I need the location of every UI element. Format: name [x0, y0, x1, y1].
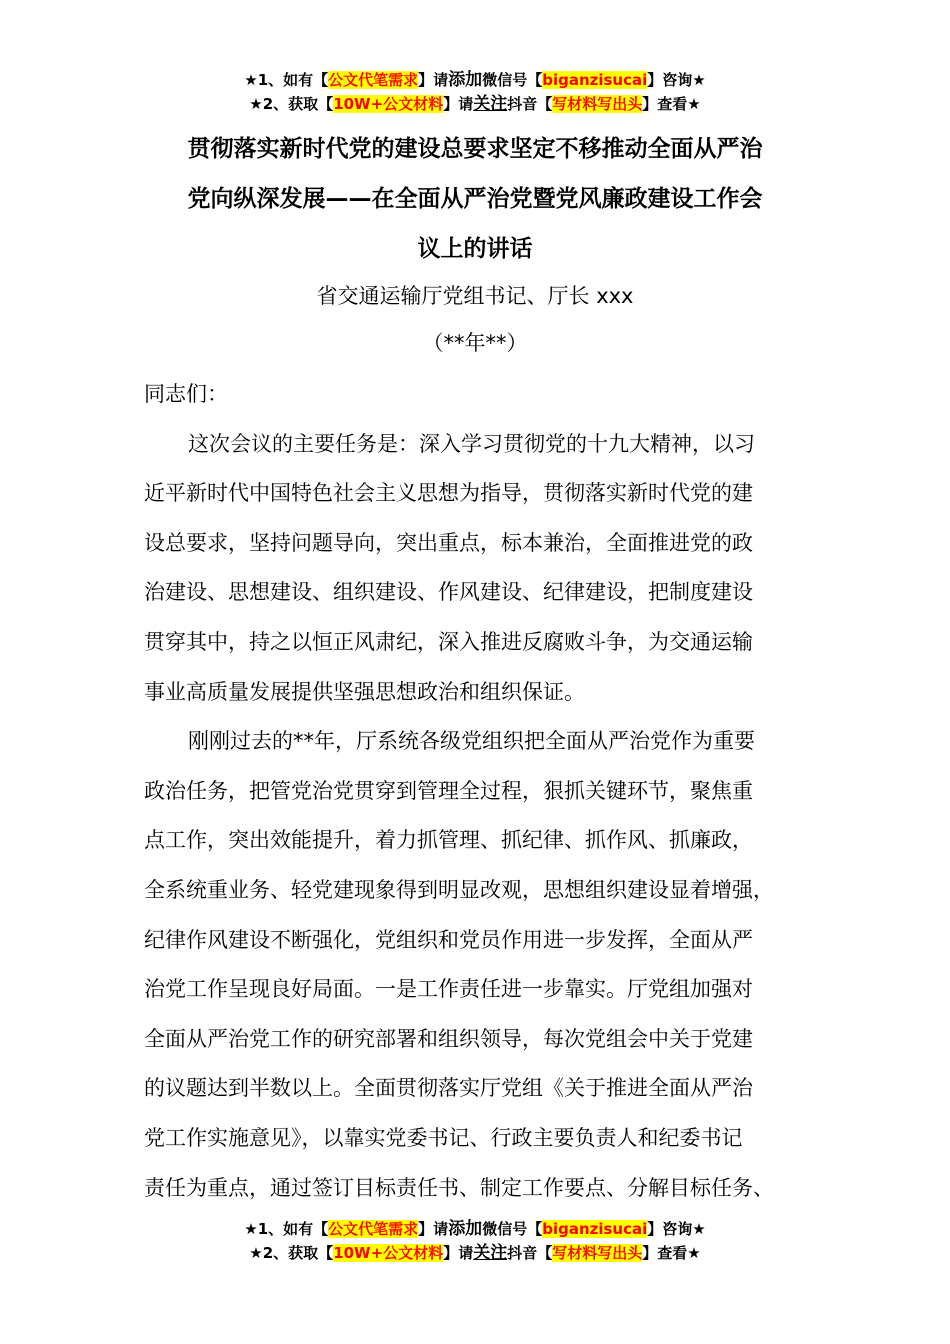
promo-highlight: 10W+公文材料	[333, 95, 444, 113]
body-line: 纪律作风建设不断强化，党组织和党员作用进一步发挥，全面从严	[144, 927, 753, 952]
body-line: 事业高质量发展提供坚强思想政治和组织保证。	[144, 679, 585, 704]
body-line: 治党工作呈现良好局面。一是工作责任进一步靠实。厅党组加强对	[144, 977, 753, 1002]
paragraph-2	[144, 717, 824, 1213]
promo-text: 微信号【	[482, 71, 543, 89]
promo-text: 】请	[418, 1220, 449, 1238]
promo-text: 抖音【	[507, 95, 553, 113]
body-line: 党工作实施意见》，以靠实党委书记、行政主要负责人和纪委书记	[144, 1125, 743, 1150]
promo-text: 抖音【	[507, 1244, 553, 1262]
promo-emphasis: 添加	[448, 70, 483, 90]
promo-wechat-id: biganzisucai	[542, 71, 648, 89]
promo-text: ★2、获取【	[249, 1244, 334, 1262]
promo-emphasis: 添加	[448, 1219, 483, 1239]
promo-highlight: 公文代笔需求	[328, 71, 419, 89]
body-line: 点工作，突出效能提升，着力抓管理、抓纪律、抓作风、抓廉政，	[144, 828, 753, 853]
document-title	[120, 124, 830, 274]
promo-text: 】查看★	[642, 95, 701, 113]
body-line: 治建设、思想建设、组织建设、作风建设、纪律建设，把制度建设	[144, 580, 753, 605]
promo-text: ★2、获取【	[249, 95, 334, 113]
promo-text: ★1、如有【	[244, 71, 329, 89]
promo-text: 微信号【	[482, 1220, 543, 1238]
body-line: 近平新时代中国特色社会主义思想为指导，贯彻落实新时代党的建	[144, 481, 753, 506]
body-line: 责任为重点，通过签订目标责任书、制定工作要点、分解目标任务、	[144, 1175, 774, 1200]
promo-emphasis: 关注	[473, 1243, 508, 1263]
body-line: 这次会议的主要任务是：深入学习贯彻党的十九大精神，以习	[188, 431, 755, 456]
promo-line-2	[0, 1241, 950, 1265]
promo-highlight: 10W+公文材料	[333, 1244, 444, 1262]
title-line: 贯彻落实新时代党的建设总要求坚定不移推动全面从严治	[187, 136, 763, 162]
paragraph-1	[144, 420, 824, 718]
promo-banner-top	[0, 68, 950, 116]
promo-highlight: 公文代笔需求	[328, 1220, 419, 1238]
salutation: 同志们：	[144, 382, 228, 406]
promo-text: 】查看★	[642, 1244, 701, 1262]
body-line: 刚刚过去的**年，厅系统各级党组织把全面从严治党作为重要	[188, 729, 755, 754]
body-line: 设总要求，坚持问题导向，突出重点，标本兼治，全面推进党的政	[144, 530, 753, 555]
promo-douyin-id: 写材料写出头	[552, 1244, 643, 1262]
document-date: （**年**）	[422, 331, 528, 355]
promo-line-1	[0, 68, 950, 92]
promo-emphasis: 关注	[473, 94, 508, 114]
promo-text: 】请	[443, 1244, 474, 1262]
document-author: 省交通运输厅党组书记、厅长 xxx	[316, 284, 634, 308]
promo-banner-bottom	[0, 1217, 950, 1265]
body-line: 全系统重业务、轻党建现象得到明显改观，思想组织建设显着增强，	[144, 877, 774, 902]
promo-line-2	[0, 92, 950, 116]
title-line: 议上的讲话	[417, 236, 533, 262]
body-line: 政治任务，把管党治党贯穿到管理全过程，狠抓关键环节，聚焦重	[144, 778, 753, 803]
promo-douyin-id: 写材料写出头	[552, 95, 643, 113]
body-line: 全面从严治党工作的研究部署和组织领导，每次党组会中关于党建	[144, 1026, 753, 1051]
body-line: 贯穿其中，持之以恒正风肃纪，深入推进反腐败斗争，为交通运输	[144, 629, 753, 654]
promo-text: 】咨询★	[647, 1220, 706, 1238]
document-body	[144, 370, 824, 1213]
promo-line-1	[0, 1217, 950, 1241]
promo-text: 】请	[418, 71, 449, 89]
promo-text: 】请	[443, 95, 474, 113]
promo-text: 】咨询★	[647, 71, 706, 89]
title-line: 党向纵深发展——在全面从严治党暨党风廉政建设工作会	[187, 186, 763, 212]
promo-text: ★1、如有【	[244, 1220, 329, 1238]
promo-wechat-id: biganzisucai	[542, 1220, 648, 1238]
body-line: 的议题达到半数以上。全面贯彻落实厅党组《关于推进全面从严治	[144, 1076, 753, 1101]
